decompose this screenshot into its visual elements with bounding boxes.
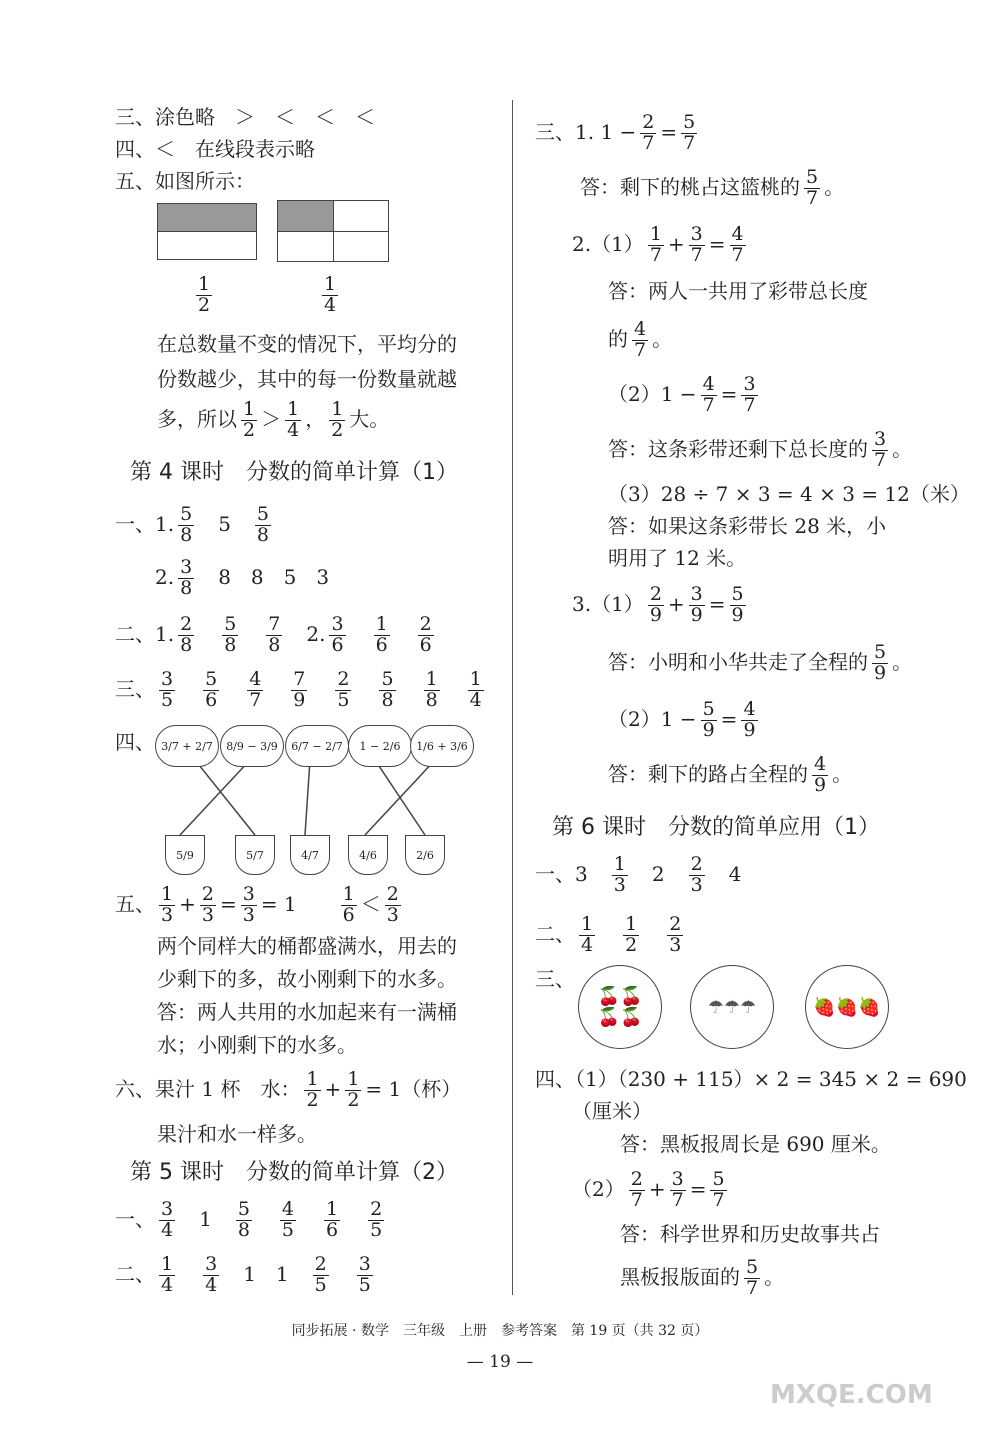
cloud-expression: 8/9 − 3/9: [220, 725, 284, 767]
l6-q4-1-unit: （厘米）: [572, 1099, 652, 1123]
lesson-5-heading: 第 5 课时 分数的简单计算（2）: [130, 1160, 458, 1185]
l6-q4-1: 四、（1）（230 + 115）× 2 = 345 × 2 = 690: [535, 1067, 967, 1091]
lesson-6-heading: 第 6 课时 分数的简单应用（1）: [552, 815, 880, 840]
r-q3-2-2: （2）1 − $\frac{4}{7}$ = $\frac{3}{7}$: [608, 373, 756, 416]
grouping-circle: ☂☂☂: [690, 965, 774, 1049]
explanation-line-2: 份数越少，其中的每一份数量就越: [157, 367, 457, 391]
tulip-answer: 5/9: [165, 835, 205, 875]
r-q3-1-answer: 答：剩下的桃占这篮桃的 $\frac{5}{7}$ 。: [580, 166, 845, 209]
l4-q5-text-2: 少剩下的多，故小刚剩下的水多。: [157, 967, 457, 991]
r-q3-3-2-answer: 答：剩下的路占全程的 $\frac{4}{9}$ 。: [608, 753, 853, 796]
fraction-half: $\frac{1}{2}$: [198, 273, 211, 316]
l6-q1: 一、3 $\frac{1}{3}$ 2 $\frac{2}{3}$ 4: [535, 853, 742, 896]
r-q3-2-3-answer-2: 明用了 12 米。: [608, 546, 747, 570]
answer-4: 四、＜ 在线段表示略: [115, 137, 315, 161]
grouping-circle: 🍒🍒 🍒🍒: [578, 965, 662, 1049]
r-q3-2-3-answer-1: 答：如果这条彩带长 28 米，小: [608, 514, 887, 538]
r-q3-3-1-answer: 答：小明和小华共走了全程的 $\frac{5}{9}$ 。: [608, 641, 913, 684]
l4-q4-label: 四、: [115, 730, 155, 754]
r-q3-2-2-answer: 答：这条彩带还剩下总长度的 $\frac{3}{7}$ 。: [608, 428, 913, 471]
l5-q1: 一、 $\frac{3}{4}$ 1 $\frac{5}{8}$ $\frac{4}{5}$ $\frac{1}{6}$ $\frac{2}{5}$: [115, 1198, 383, 1241]
r-q3-3-2: （2）1 − $\frac{5}{9}$ = $\frac{4}{9}$: [608, 698, 756, 741]
explanation-line-1: 在总数量不变的情况下，平均分的: [157, 332, 457, 356]
l4-q5: 五、 $\frac{1}{3}$ + $\frac{2}{3}$ = $\frac{3}{3}$ = 1 $\frac{1}{6}$ ＜ $\frac{2}{3}$: [115, 883, 399, 926]
grouping-circle: 🍓🍓🍓: [805, 965, 889, 1049]
explanation-line-3: 多，所以 $\frac{1}{2}$ ＞ $\frac{1}{4}$ ， $\frac{1}{2}$ 大。: [157, 398, 390, 441]
half-figure: [157, 203, 257, 260]
l4-q5-text-1: 两个同样大的桶都盛满水，用去的: [157, 934, 457, 958]
answer-3: 三、涂色略 ＞ ＜ ＜ ＜: [115, 105, 375, 129]
tulip-answer: 4/7: [290, 835, 330, 875]
answer-5: 五、如图所示：: [115, 169, 255, 193]
cloud-expression: 1/6 + 3/6: [410, 725, 474, 767]
l6-q2: 二、 $\frac{1}{4}$ $\frac{1}{2}$ $\frac{2}{3}$: [535, 913, 682, 956]
cloud-expression: 1 − 2/6: [348, 725, 412, 767]
fraction-quarter: $\frac{1}{4}$: [324, 273, 337, 316]
tulip-answer: 5/7: [235, 835, 275, 875]
l6-q3-label: 三、: [535, 967, 575, 991]
lesson-4-heading: 第 4 课时 分数的简单计算（1）: [130, 460, 458, 485]
r-q3-3-1: 3.（1） $\frac{2}{9}$ + $\frac{3}{9}$ = $\frac{5}{9}$: [572, 583, 744, 626]
r-q3-2-1-answer-2: 的 $\frac{4}{7}$ 。: [608, 318, 673, 361]
cloud-expression: 6/7 − 2/7: [285, 725, 349, 767]
r-q3-2-1: 2.（1） $\frac{1}{7}$ + $\frac{3}{7}$ = $\frac{4}{7}$: [572, 223, 744, 266]
l4-q3: 三、 $\frac{3}{5}$ $\frac{5}{6}$ $\frac{4}{7}$ $\frac{7}{9}$ $\frac{2}{5}$ $\frac{5}{8}$ $\frac{1}{8}$ $\frac{1}{4}$: [115, 668, 482, 711]
cloud-expression: 3/7 + 2/7: [155, 725, 219, 767]
page-number: — 19 —: [466, 1352, 534, 1372]
tulip-answer: 2/6: [405, 835, 445, 875]
column-divider: [512, 100, 513, 1295]
l5-q2: 二、 $\frac{1}{4}$ $\frac{3}{4}$ 1 1 $\frac{2}{5}$ $\frac{3}{5}$: [115, 1253, 371, 1296]
l4-q1-2: 2. $\frac{3}{8}$ 8 8 5 3: [155, 556, 330, 599]
l6-q4-2-answer-2: 黑板报版面的 $\frac{5}{7}$ 。: [620, 1256, 785, 1299]
l6-q4-2-answer-1: 答：科学世界和历史故事共占: [620, 1222, 880, 1246]
l4-q1-1: 一、1. $\frac{5}{8}$ 5 $\frac{5}{8}$: [115, 503, 270, 546]
l4-q5-text-3: 答：两人共用的水加起来有一满桶: [157, 1000, 457, 1024]
l6-q4-2: （2） $\frac{2}{7}$ + $\frac{3}{7}$ = $\frac{5}{7}$: [572, 1168, 725, 1211]
l6-q4-1-answer: 答：黑板报周长是 690 厘米。: [620, 1132, 891, 1156]
l4-q5-text-4: 水；小刚剩下的水多。: [157, 1033, 357, 1057]
quarter-figure: [277, 200, 389, 262]
r-q3-1: 三、1. 1 − $\frac{2}{7}$ = $\frac{5}{7}$: [535, 111, 696, 154]
watermark-text: MXQE.COM: [770, 1380, 933, 1410]
r-q3-2-3: （3）28 ÷ 7 × 3 = 4 × 3 = 12（米）: [608, 482, 970, 506]
l4-q2: 二、1. $\frac{2}{8}$ $\frac{5}{8}$ $\frac{7}{8}$ 2. $\frac{3}{6}$ $\frac{1}{6}$ $\frac{2}{6}$: [115, 613, 432, 656]
l4-q6-text: 果汁和水一样多。: [157, 1122, 317, 1146]
r-q3-2-1-answer-1: 答：两人一共用了彩带总长度: [608, 279, 868, 303]
page-footer: 同步拓展 · 数学 三年级 上册 参考答案 第 19 页（共 32 页）: [291, 1323, 709, 1339]
l4-q6: 六、果汁 1 杯 水： $\frac{1}{2}$ + $\frac{1}{2}$ = 1（杯）: [115, 1068, 462, 1111]
tulip-answer: 4/6: [348, 835, 388, 875]
